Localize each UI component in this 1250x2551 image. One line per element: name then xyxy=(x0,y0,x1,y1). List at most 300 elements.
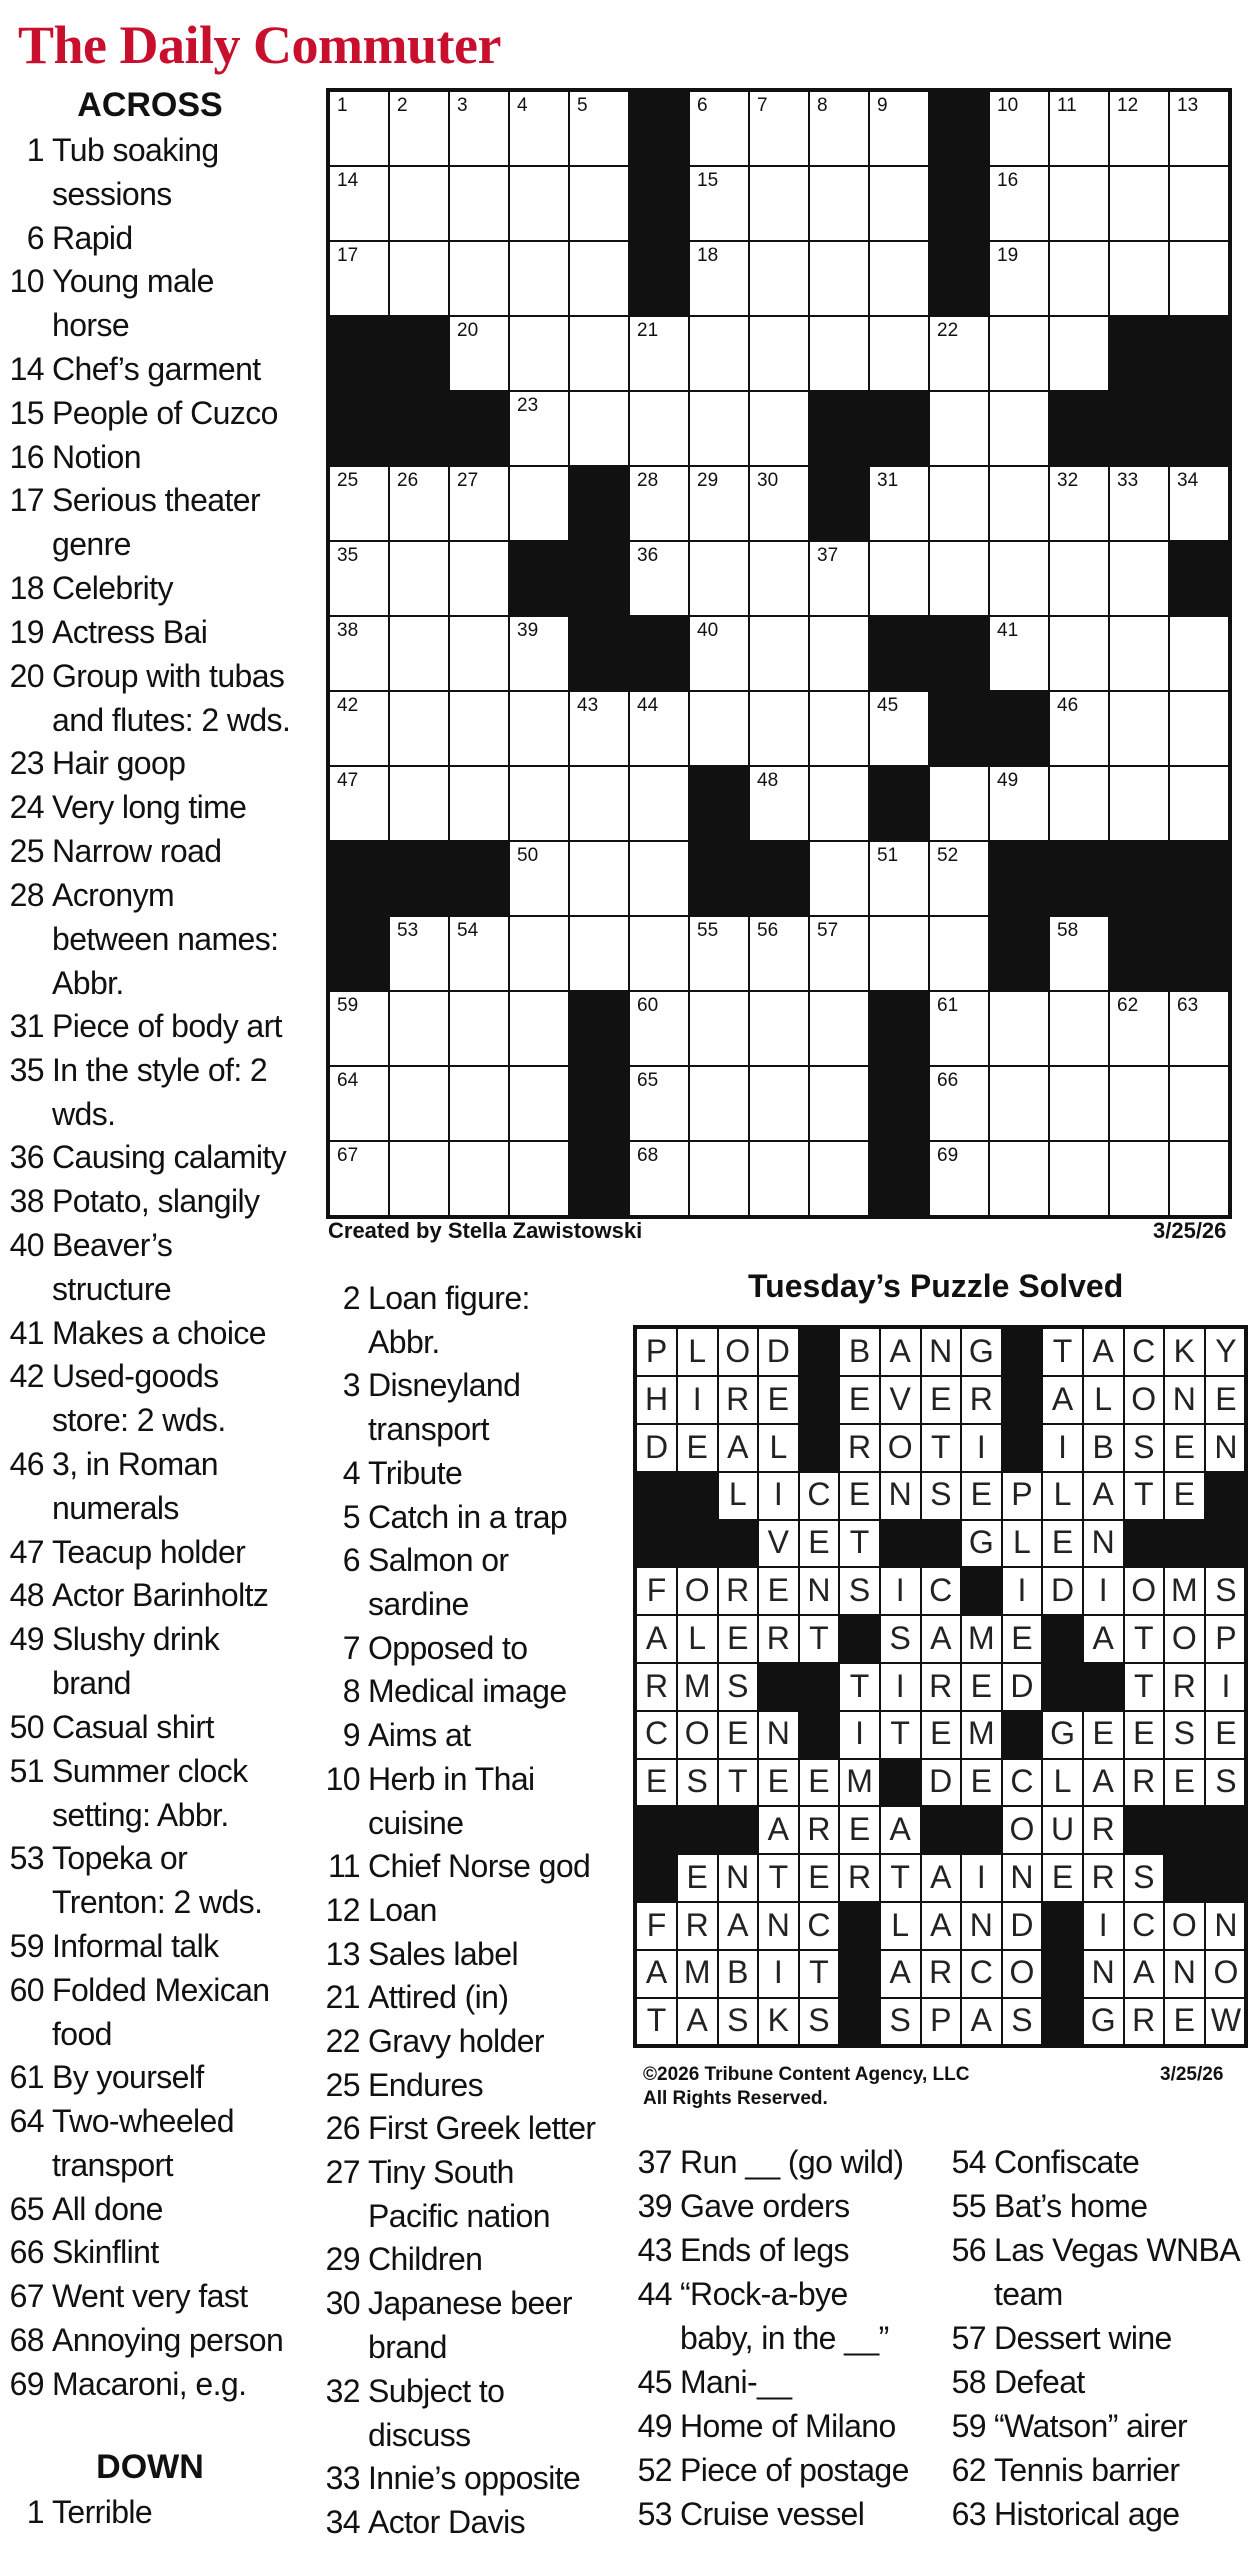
grid-cell[interactable] xyxy=(570,767,630,842)
grid-cell[interactable] xyxy=(450,542,510,617)
grid-cell[interactable] xyxy=(450,1142,510,1217)
solution-letter: A xyxy=(921,1903,962,1951)
cell-number: 49 xyxy=(997,770,1019,791)
clue-text: numerals xyxy=(52,1490,179,1526)
grid-cell[interactable] xyxy=(1050,692,1110,767)
solution-black-square xyxy=(637,1807,678,1855)
cell-number: 46 xyxy=(1057,695,1079,716)
clue-number: 45 xyxy=(637,2364,672,2400)
cell-number: 47 xyxy=(337,770,359,791)
grid-cell[interactable] xyxy=(630,542,690,617)
grid-cell[interactable] xyxy=(870,242,930,317)
grid-cell[interactable] xyxy=(1110,767,1170,842)
grid-cell[interactable] xyxy=(390,167,450,242)
cell-number: 5 xyxy=(577,95,588,116)
grid-cell[interactable] xyxy=(930,1142,990,1217)
grid-cell[interactable] xyxy=(1170,467,1230,542)
solution-letter: N xyxy=(718,1855,759,1903)
clue-text: Folded Mexican xyxy=(52,1971,270,2008)
grid-cell[interactable] xyxy=(1170,242,1230,317)
grid-cell[interactable] xyxy=(930,917,990,992)
solution-letter: A xyxy=(759,1807,800,1855)
black-square xyxy=(930,617,990,692)
solution-letter: D xyxy=(637,1425,678,1473)
grid-cell[interactable] xyxy=(810,917,870,992)
grid-cell[interactable] xyxy=(810,767,870,842)
solution-letter: L xyxy=(678,1329,719,1377)
grid-cell[interactable] xyxy=(990,767,1050,842)
grid-cell[interactable] xyxy=(930,842,990,917)
grid-cell[interactable] xyxy=(930,392,990,467)
grid-cell[interactable] xyxy=(690,917,750,992)
grid-cell[interactable] xyxy=(930,992,990,1067)
grid-cell[interactable] xyxy=(330,92,390,167)
grid-cell[interactable] xyxy=(630,767,690,842)
grid-cell[interactable] xyxy=(570,392,630,467)
grid-cell[interactable] xyxy=(510,917,570,992)
clue-text: Summer clock xyxy=(52,1752,248,1789)
grid-cell[interactable] xyxy=(450,467,510,542)
grid-cell[interactable] xyxy=(630,992,690,1067)
grid-cell[interactable] xyxy=(750,692,810,767)
grid-cell[interactable] xyxy=(870,542,930,617)
grid-cell[interactable] xyxy=(630,917,690,992)
grid-cell[interactable] xyxy=(690,992,750,1067)
grid-cell[interactable] xyxy=(1050,617,1110,692)
clue-text: and flutes: 2 wds. xyxy=(52,701,291,738)
solution-letter: S xyxy=(799,1998,840,2046)
grid-cell[interactable] xyxy=(870,92,930,167)
grid-cell[interactable] xyxy=(750,767,810,842)
grid-cell[interactable] xyxy=(690,167,750,242)
grid-cell[interactable] xyxy=(1170,617,1230,692)
solution-letter: E xyxy=(840,1472,881,1520)
grid-cell[interactable] xyxy=(1170,167,1230,242)
solution-black-square xyxy=(840,1950,881,1998)
grid-cell[interactable] xyxy=(450,92,510,167)
solution-letter: C xyxy=(637,1711,678,1759)
grid-cell[interactable] xyxy=(1110,92,1170,167)
grid-cell[interactable] xyxy=(330,167,390,242)
grid-cell[interactable] xyxy=(990,242,1050,317)
grid-cell[interactable] xyxy=(450,617,510,692)
solution-black-square xyxy=(759,1664,800,1712)
solution-letter: E xyxy=(678,1855,719,1903)
grid-cell[interactable] xyxy=(510,1067,570,1142)
grid-cell[interactable] xyxy=(330,1142,390,1217)
solution-letter: T xyxy=(799,1950,840,1998)
grid-cell[interactable] xyxy=(630,317,690,392)
grid-cell[interactable] xyxy=(630,1067,690,1142)
clue-text: First Greek letter xyxy=(368,2110,596,2147)
clue-text: Historical age xyxy=(994,2496,1180,2532)
solution-letter: S xyxy=(718,1664,759,1712)
grid-cell[interactable] xyxy=(930,1067,990,1142)
grid-cell[interactable] xyxy=(390,617,450,692)
solution-black-square xyxy=(881,1759,922,1807)
cell-number: 51 xyxy=(877,845,899,866)
grid-cell[interactable] xyxy=(450,767,510,842)
grid-cell[interactable] xyxy=(510,692,570,767)
grid-cell[interactable] xyxy=(870,842,930,917)
clue-text: Home of Milano xyxy=(680,2408,896,2444)
grid-cell[interactable] xyxy=(990,1067,1050,1142)
solution-letter: A xyxy=(718,1903,759,1951)
grid-cell[interactable] xyxy=(750,242,810,317)
clue-number: 35 xyxy=(9,1051,44,1088)
grid-cell[interactable] xyxy=(570,242,630,317)
clue-text: All done xyxy=(52,2190,163,2227)
grid-cell[interactable] xyxy=(630,692,690,767)
clue-number: 11 xyxy=(327,1848,360,1885)
grid-cell[interactable] xyxy=(1050,317,1110,392)
clue-text: Subject to xyxy=(368,2372,505,2409)
grid-cell[interactable] xyxy=(810,317,870,392)
grid-cell[interactable] xyxy=(510,167,570,242)
solution-letter: S xyxy=(881,1616,922,1664)
clue-number: 16 xyxy=(9,438,44,475)
grid-cell[interactable] xyxy=(630,842,690,917)
grid-cell[interactable] xyxy=(810,167,870,242)
clue-number: 22 xyxy=(325,2022,360,2059)
grid-cell[interactable] xyxy=(570,317,630,392)
clue-text: food xyxy=(52,2015,112,2052)
solution-letter: O xyxy=(1205,1950,1246,1998)
clue-number: 41 xyxy=(9,1314,44,1351)
solution-grid xyxy=(633,1325,1248,2048)
clue-text: Bat’s home xyxy=(994,2188,1148,2224)
black-square xyxy=(870,767,930,842)
grid-cell[interactable] xyxy=(330,1067,390,1142)
grid-cell[interactable] xyxy=(1170,767,1230,842)
clue-text: Two-wheeled xyxy=(52,2103,234,2139)
grid-cell[interactable] xyxy=(390,992,450,1067)
solution-letter: I xyxy=(962,1425,1003,1473)
grid-cell[interactable] xyxy=(630,467,690,542)
grid-cell[interactable] xyxy=(690,92,750,167)
grid-cell[interactable] xyxy=(390,92,450,167)
grid-cell[interactable] xyxy=(510,92,570,167)
grid-cell[interactable] xyxy=(930,542,990,617)
grid-cell[interactable] xyxy=(570,167,630,242)
grid-cell[interactable] xyxy=(450,917,510,992)
clue-text: Catch in a trap xyxy=(368,1498,568,1535)
grid-cell[interactable] xyxy=(930,317,990,392)
solution-letter: N xyxy=(1205,1425,1246,1473)
grid-cell[interactable] xyxy=(690,617,750,692)
black-square xyxy=(870,992,930,1067)
solution-letter: T xyxy=(759,1855,800,1903)
solution-letter: E xyxy=(840,1807,881,1855)
grid-cell[interactable] xyxy=(1110,992,1170,1067)
grid-cell[interactable] xyxy=(510,842,570,917)
grid-cell[interactable] xyxy=(1050,917,1110,992)
grid-cell[interactable] xyxy=(870,167,930,242)
grid-cell[interactable] xyxy=(690,542,750,617)
grid-cell[interactable] xyxy=(750,317,810,392)
clue-text: Gave orders xyxy=(680,2188,850,2224)
black-square xyxy=(450,842,510,917)
clue-number: 34 xyxy=(325,2503,360,2540)
solution-black-square xyxy=(1043,1616,1084,1664)
solution-letter: A xyxy=(718,1425,759,1473)
grid-cell[interactable] xyxy=(990,317,1050,392)
grid-cell[interactable] xyxy=(1170,92,1230,167)
clue-text: Herb in Thai xyxy=(368,1760,535,1797)
grid-cell[interactable] xyxy=(870,692,930,767)
grid-cell[interactable] xyxy=(750,617,810,692)
grid-cell[interactable] xyxy=(1170,692,1230,767)
clue-text: In the style of: 2 xyxy=(52,1051,268,1088)
grid-cell[interactable] xyxy=(1050,242,1110,317)
black-square xyxy=(1050,842,1110,917)
grid-cell[interactable] xyxy=(990,617,1050,692)
clue-text: Potato, slangily xyxy=(52,1183,260,1220)
grid-cell[interactable] xyxy=(510,242,570,317)
grid-cell[interactable] xyxy=(570,92,630,167)
grid-cell[interactable] xyxy=(750,92,810,167)
grid-cell[interactable] xyxy=(810,992,870,1067)
clue-text: Celebrity xyxy=(52,570,173,606)
clue-text: Group with tubas xyxy=(52,657,285,694)
clue-number: 68 xyxy=(9,2322,44,2358)
black-square xyxy=(1110,842,1170,917)
grid-cell[interactable] xyxy=(450,992,510,1067)
grid-cell[interactable] xyxy=(390,767,450,842)
grid-cell[interactable] xyxy=(630,1142,690,1217)
grid-cell[interactable] xyxy=(1110,167,1170,242)
black-square xyxy=(690,842,750,917)
clue-number: 12 xyxy=(325,1891,360,1928)
black-square xyxy=(570,1067,630,1142)
grid-cell[interactable] xyxy=(930,767,990,842)
grid-cell[interactable] xyxy=(750,542,810,617)
grid-cell[interactable] xyxy=(330,542,390,617)
clue-text: Beaver’s xyxy=(52,1227,173,1263)
clue-text: Dessert wine xyxy=(994,2320,1172,2356)
grid-cell[interactable] xyxy=(990,542,1050,617)
grid-cell[interactable] xyxy=(810,842,870,917)
grid-cell[interactable] xyxy=(1050,1067,1110,1142)
solution-letter: E xyxy=(678,1425,719,1473)
grid-cell[interactable] xyxy=(570,917,630,992)
grid-cell[interactable] xyxy=(930,467,990,542)
grid-cell[interactable] xyxy=(330,767,390,842)
clue-text: Innie’s opposite xyxy=(368,2459,581,2496)
solution-letter: O xyxy=(678,1568,719,1616)
grid-cell[interactable] xyxy=(750,1142,810,1217)
grid-cell[interactable] xyxy=(510,767,570,842)
solution-letter: D xyxy=(1002,1903,1043,1951)
solution-letter: I xyxy=(759,1950,800,1998)
black-square xyxy=(1170,842,1230,917)
clue-text: Teacup holder xyxy=(52,1533,246,1570)
grid-cell[interactable] xyxy=(510,467,570,542)
solution-letter: E xyxy=(759,1759,800,1807)
solution-letter: S xyxy=(881,1998,922,2046)
grid-cell[interactable] xyxy=(390,692,450,767)
grid-cell[interactable] xyxy=(990,392,1050,467)
black-square xyxy=(930,167,990,242)
clue-text: Topeka or xyxy=(52,1840,188,1877)
grid-cell[interactable] xyxy=(1170,1067,1230,1142)
grid-cell[interactable] xyxy=(690,692,750,767)
solution-letter: E xyxy=(962,1664,1003,1712)
grid-cell[interactable] xyxy=(870,467,930,542)
grid-cell[interactable] xyxy=(750,992,810,1067)
solution-letter: O xyxy=(1124,1568,1165,1616)
grid-cell[interactable] xyxy=(750,1067,810,1142)
grid-cell[interactable] xyxy=(570,842,630,917)
solution-letter: R xyxy=(840,1855,881,1903)
clue-number: 64 xyxy=(9,2103,44,2139)
grid-cell[interactable] xyxy=(870,317,930,392)
grid-cell[interactable] xyxy=(1050,767,1110,842)
grid-cell[interactable] xyxy=(390,1142,450,1217)
cell-number: 32 xyxy=(1057,470,1079,491)
grid-cell[interactable] xyxy=(330,467,390,542)
grid-cell[interactable] xyxy=(750,167,810,242)
clue-text: Ends of legs xyxy=(680,2232,849,2268)
cell-number: 59 xyxy=(337,995,359,1016)
grid-cell[interactable] xyxy=(570,692,630,767)
clue-number: 62 xyxy=(951,2452,986,2488)
solution-letter: L xyxy=(1002,1520,1043,1568)
grid-cell[interactable] xyxy=(390,242,450,317)
grid-cell[interactable] xyxy=(450,1067,510,1142)
solution-letter: I xyxy=(1084,1568,1125,1616)
grid-cell[interactable] xyxy=(870,917,930,992)
grid-cell[interactable] xyxy=(750,392,810,467)
grid-cell[interactable] xyxy=(990,992,1050,1067)
solution-letter: L xyxy=(881,1903,922,1951)
grid-cell[interactable] xyxy=(390,1067,450,1142)
grid-cell[interactable] xyxy=(1110,467,1170,542)
black-square xyxy=(630,242,690,317)
clue-text: store: 2 wds. xyxy=(52,1402,226,1439)
grid-cell[interactable] xyxy=(1110,1067,1170,1142)
grid-cell[interactable] xyxy=(450,317,510,392)
grid-cell[interactable] xyxy=(1050,92,1110,167)
solution-letter: C xyxy=(1124,1329,1165,1377)
grid-cell[interactable] xyxy=(1110,542,1170,617)
black-square xyxy=(390,842,450,917)
grid-cell[interactable] xyxy=(990,467,1050,542)
grid-cell[interactable] xyxy=(1170,992,1230,1067)
grid-cell[interactable] xyxy=(450,692,510,767)
clue-number: 29 xyxy=(325,2241,360,2278)
grid-cell[interactable] xyxy=(390,467,450,542)
grid-cell[interactable] xyxy=(810,692,870,767)
solution-letter: L xyxy=(678,1616,719,1664)
grid-cell[interactable] xyxy=(510,392,570,467)
cell-number: 58 xyxy=(1057,920,1079,941)
grid-cell[interactable] xyxy=(690,242,750,317)
grid-cell[interactable] xyxy=(1170,1142,1230,1217)
grid-cell[interactable] xyxy=(1110,692,1170,767)
grid-cell[interactable] xyxy=(690,392,750,467)
grid-cell[interactable] xyxy=(1050,167,1110,242)
grid-cell[interactable] xyxy=(510,617,570,692)
clue-number: 44 xyxy=(637,2276,672,2312)
grid-cell[interactable] xyxy=(1110,242,1170,317)
across-heading: ACROSS xyxy=(77,86,223,124)
clue-number: 55 xyxy=(951,2188,986,2224)
solution-letter: A xyxy=(678,1998,719,2046)
clue-number: 57 xyxy=(951,2320,986,2356)
rights-text: All Rights Reserved. xyxy=(643,2088,828,2109)
clue-text: between names: xyxy=(52,920,279,957)
grid-cell[interactable] xyxy=(630,392,690,467)
grid-cell[interactable] xyxy=(750,917,810,992)
solution-letter: V xyxy=(881,1377,922,1425)
grid-cell[interactable] xyxy=(810,242,870,317)
solution-letter: O xyxy=(1002,1807,1043,1855)
grid-cell[interactable] xyxy=(690,1067,750,1142)
solution-letter: G xyxy=(1043,1711,1084,1759)
clue-number: 69 xyxy=(9,2365,44,2402)
grid-cell[interactable] xyxy=(1050,992,1110,1067)
grid-cell[interactable] xyxy=(330,692,390,767)
grid-cell[interactable] xyxy=(750,467,810,542)
grid-cell[interactable] xyxy=(690,1142,750,1217)
black-square xyxy=(870,1142,930,1217)
grid-cell[interactable] xyxy=(390,917,450,992)
grid-cell[interactable] xyxy=(390,542,450,617)
clue-number: 14 xyxy=(9,351,44,387)
grid-cell[interactable] xyxy=(990,1142,1050,1217)
grid-cell[interactable] xyxy=(1050,542,1110,617)
grid-cell[interactable] xyxy=(1050,467,1110,542)
solution-letter: O xyxy=(1165,1616,1206,1664)
solution-letter: N xyxy=(1205,1903,1246,1951)
cell-number: 20 xyxy=(457,320,479,341)
grid-cell[interactable] xyxy=(810,1142,870,1217)
black-square xyxy=(330,317,390,392)
clue-text: Gravy holder xyxy=(368,2022,544,2059)
grid-cell[interactable] xyxy=(990,92,1050,167)
solution-letter: S xyxy=(1205,1759,1246,1807)
grid-cell[interactable] xyxy=(690,317,750,392)
grid-cell[interactable] xyxy=(450,167,510,242)
clue-number: 59 xyxy=(9,1927,44,1964)
grid-cell[interactable] xyxy=(810,1067,870,1142)
grid-cell[interactable] xyxy=(1050,1142,1110,1217)
solution-letter: A xyxy=(1043,1377,1084,1425)
grid-cell[interactable] xyxy=(1110,617,1170,692)
grid-cell[interactable] xyxy=(1110,1142,1170,1217)
grid-cell[interactable] xyxy=(330,617,390,692)
black-square xyxy=(930,692,990,767)
solution-black-square xyxy=(1002,1425,1043,1473)
grid-cell[interactable] xyxy=(810,542,870,617)
grid-cell[interactable] xyxy=(810,617,870,692)
grid-cell[interactable] xyxy=(510,992,570,1067)
cell-number: 4 xyxy=(517,95,528,116)
grid-cell[interactable] xyxy=(450,242,510,317)
grid-cell[interactable] xyxy=(690,467,750,542)
grid-cell[interactable] xyxy=(330,992,390,1067)
grid-cell[interactable] xyxy=(510,1142,570,1217)
clue-number: 37 xyxy=(637,2144,672,2180)
clue-number: 1 xyxy=(26,132,44,168)
grid-cell[interactable] xyxy=(810,92,870,167)
grid-cell[interactable] xyxy=(510,317,570,392)
clue-number: 27 xyxy=(325,2154,360,2190)
grid-cell[interactable] xyxy=(330,242,390,317)
clue-text: Annoying person xyxy=(52,2322,284,2358)
grid-cell[interactable] xyxy=(990,167,1050,242)
